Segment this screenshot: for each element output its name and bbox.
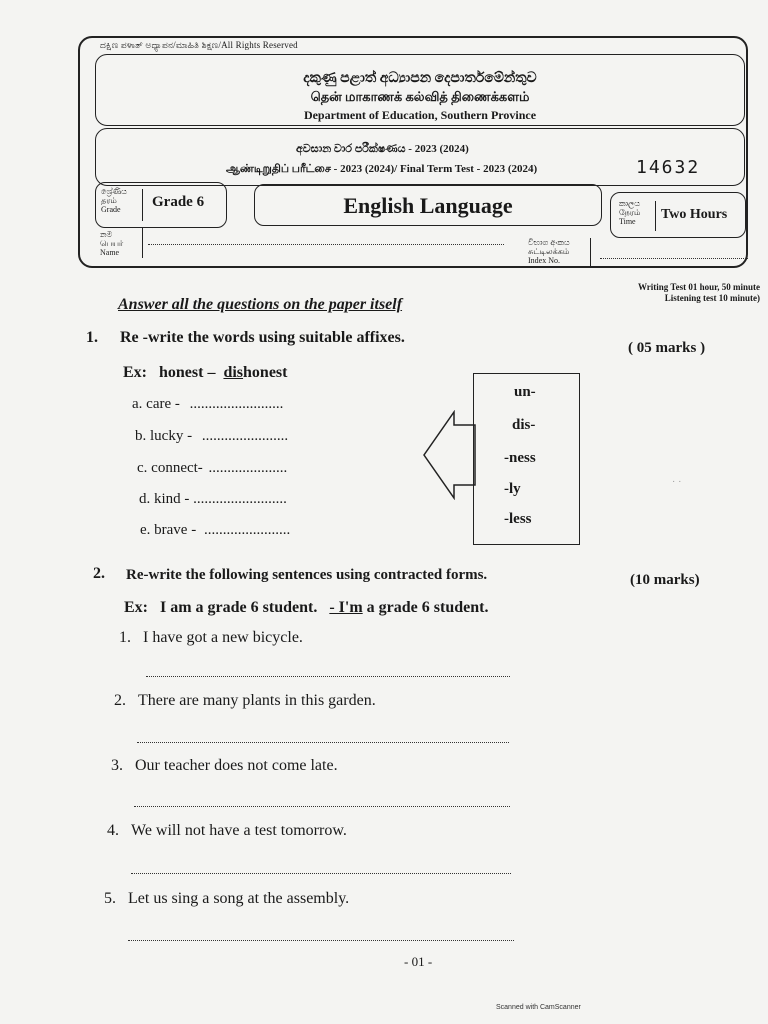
q2-example xyxy=(124,599,488,617)
q2-answer-line-5[interactable] xyxy=(128,940,514,941)
q1-answer-field[interactable]: ......................... xyxy=(193,491,287,507)
grade-box xyxy=(95,182,227,228)
index-label xyxy=(528,238,570,265)
grade-label-sinhala: ශ්‍රේණිය xyxy=(101,187,127,196)
q2-text: Re-write the following sentences using contracted forms. xyxy=(126,567,488,583)
q2-item-number: 5. xyxy=(104,890,116,907)
q1-item-b xyxy=(135,428,288,445)
test-duration-info xyxy=(590,282,760,304)
exam-title-sinhala: අවසාන වාර පරීක්ෂණය - 2023 (2024) xyxy=(296,143,469,155)
name-field[interactable] xyxy=(148,244,504,245)
exam-title-box xyxy=(95,128,745,186)
q2-item-text: We will not have a test tomorrow. xyxy=(131,822,347,839)
q1-item-label: e. brave - xyxy=(140,522,197,538)
q2-example-answer: - I'm xyxy=(329,599,363,616)
q2-item-text: Let us sing a song at the assembly. xyxy=(128,890,350,907)
time-divider xyxy=(655,201,656,231)
exam-title-tamil-english: ஆண்டிறுதிப் பரீட்சை - 2023 (2024)/ Final Term Test - 2023 (2024) xyxy=(226,163,538,175)
paper-code: 14632 xyxy=(636,157,701,178)
q1-example-label: Ex: xyxy=(123,364,147,381)
q2-example-sentence: I am a grade 6 student. xyxy=(160,599,318,616)
grade-divider xyxy=(142,189,143,221)
q1-text: Re -write the words using suitable affixes. xyxy=(120,329,405,346)
q1-marks: ( 05 marks ) xyxy=(628,340,706,356)
time-label-tamil: நேரம் xyxy=(619,208,641,217)
instruction: Answer all the questions on the paper itself xyxy=(118,296,403,313)
q2-item-4 xyxy=(107,822,347,840)
q2-item-number: 3. xyxy=(111,757,123,774)
time-label-english: Time xyxy=(619,217,636,226)
time-value: Two Hours xyxy=(661,207,728,222)
affix-box xyxy=(473,373,580,545)
q1-number: 1. xyxy=(86,329,98,346)
grade-label-tamil: தரம் xyxy=(101,196,117,205)
q2-example-rest: a grade 6 student. xyxy=(366,599,489,616)
q2-number: 2. xyxy=(93,565,105,582)
stray-mark: · · xyxy=(672,476,682,487)
q1-example xyxy=(123,364,287,382)
index-label-sinhala: විභාග අංකය xyxy=(528,238,570,247)
scanner-watermark: Scanned with CamScanner xyxy=(496,1004,581,1011)
q2-item-5 xyxy=(104,890,349,908)
department-sinhala: දකුණු පළාත් අධ්‍යාපන දෙපාර්තමේන්තුව xyxy=(303,71,537,86)
department-tamil: தென் மாகாணக் கல்வித் திணைக்களம் xyxy=(310,89,530,104)
q1-answer-field[interactable]: ..................... xyxy=(208,460,288,476)
affix-ness: -ness xyxy=(504,450,536,466)
index-label-english: Index No. xyxy=(528,256,560,265)
q1-answer-field[interactable]: ....................... xyxy=(201,428,289,444)
q2-item-2 xyxy=(114,692,376,710)
q2-item-number: 4. xyxy=(107,822,119,839)
page-number: - 01 - xyxy=(404,954,433,969)
q2-answer-line-2[interactable] xyxy=(137,742,509,743)
grade-value: Grade 6 xyxy=(152,194,205,210)
name-label-sinhala: නම xyxy=(100,230,113,239)
q1-item-label: d. kind - xyxy=(139,491,190,507)
q2-answer-line-1[interactable] xyxy=(146,676,510,677)
grade-label-english: Grade xyxy=(101,205,121,214)
left-arrow-icon xyxy=(420,410,480,500)
q2-item-text: I have got a new bicycle. xyxy=(143,629,303,646)
time-box xyxy=(610,192,746,238)
q2-item-1 xyxy=(119,629,303,647)
affix-ly: -ly xyxy=(504,481,521,497)
index-bracket xyxy=(586,238,591,266)
q2-marks: (10 marks) xyxy=(630,572,700,588)
subject-title: English Language xyxy=(254,184,602,226)
affix-un: un- xyxy=(514,384,536,400)
affix-dis: dis- xyxy=(512,417,536,433)
time-label xyxy=(619,199,640,226)
q2-item-number: 1. xyxy=(119,629,131,646)
q1-answer-field[interactable]: ....................... xyxy=(203,522,291,538)
q1-item-label: a. care - xyxy=(132,396,180,412)
q1-example-prefix: dis xyxy=(223,364,244,381)
time-label-sinhala: කාලය xyxy=(619,199,640,208)
name-label-tamil: பெயர் xyxy=(100,239,124,248)
q2-answer-line-4[interactable] xyxy=(131,873,511,874)
q2-item-text: Our teacher does not come late. xyxy=(135,757,338,774)
q1-example-word: honest – xyxy=(159,364,216,381)
index-field[interactable] xyxy=(600,258,748,259)
listening-test-info: Listening test 10 minute) xyxy=(664,293,760,303)
q1-answer-field[interactable]: ......................... xyxy=(189,396,284,412)
name-label xyxy=(100,230,123,257)
rights-notice: ದಕ್ಷಿಣ ಪಳಾತ್ ಅಧ್ಯಾಪನ/ಮಾಹಿತಿ ಶಿಕ್ಷಣ/All Rights Reserved xyxy=(100,40,298,50)
grade-label xyxy=(101,187,127,214)
q2-answer-line-3[interactable] xyxy=(134,806,510,807)
q1-item-c xyxy=(137,460,287,477)
department-english: Department of Education, Southern Province xyxy=(303,108,537,122)
affix-less: -less xyxy=(504,511,532,527)
name-label-english: Name xyxy=(100,248,120,257)
name-bracket xyxy=(138,228,143,258)
writing-test-info: Writing Test 01 hour, 50 minute xyxy=(637,282,760,292)
q1-item-label: b. lucky - xyxy=(135,428,193,444)
q2-example-label: Ex: xyxy=(124,599,148,616)
q2-item-text: There are many plants in this garden. xyxy=(138,692,376,709)
q1-item-a xyxy=(132,396,283,413)
department-box xyxy=(95,54,745,126)
q1-item-label: c. connect- xyxy=(137,460,203,476)
q1-item-d xyxy=(139,491,287,508)
index-label-tamil: சுட்டிலக்கம் xyxy=(528,247,570,256)
q2-item-number: 2. xyxy=(114,692,126,709)
q2-item-3 xyxy=(111,757,338,775)
q1-item-e xyxy=(140,522,290,539)
q1-example-rest: honest xyxy=(243,364,288,381)
